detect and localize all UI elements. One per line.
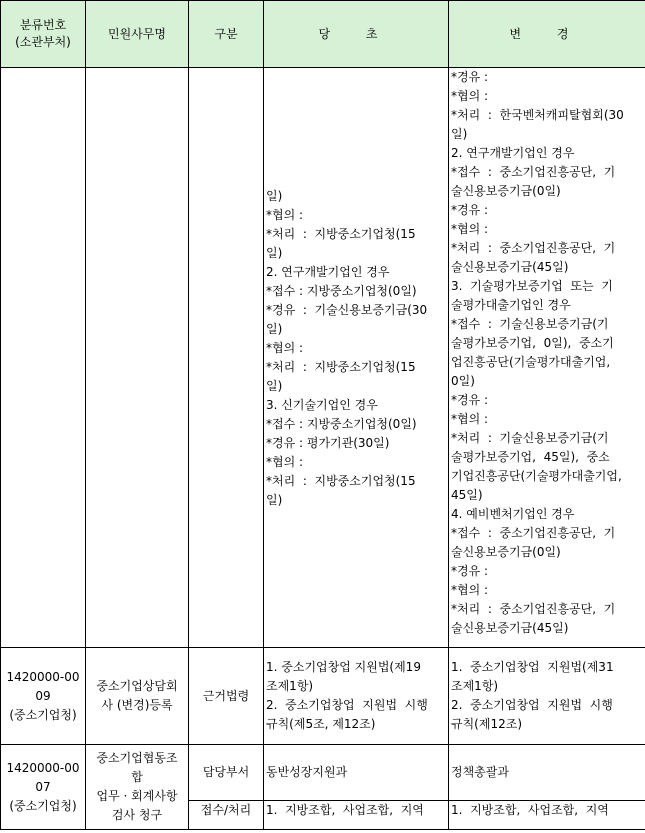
text-line: *처리 : 지방중소기업청(15	[266, 474, 416, 488]
text-line: 술평가보증기업, 45일), 중소	[451, 450, 610, 464]
type-cell: 담당부서	[189, 745, 264, 801]
text-line: 1. 중소기업창업 지원법(제19	[266, 660, 421, 674]
text-line: *협의 :	[266, 341, 304, 355]
text-line: 일)	[266, 379, 283, 393]
table-row	[1, 68, 645, 648]
text-line: *경유 :	[451, 393, 489, 407]
header-code	[1, 1, 86, 68]
text-line: *접수 : 기술신용보증기금(기	[451, 317, 609, 331]
name-cell	[86, 745, 189, 830]
header-code-line: (소관부처)	[15, 35, 71, 49]
text-line: *접수 : 중소기업진흥공단, 기	[451, 526, 616, 540]
text-line: *협의 :	[266, 208, 304, 222]
text-line: *경유 :	[451, 203, 489, 217]
header-before: 당 초	[264, 1, 449, 68]
text-line: *경유 :	[451, 564, 489, 578]
text-line: 2. 중소기업창업 지원법 시행	[451, 698, 613, 712]
code-cell	[1, 745, 86, 830]
name-line: 사 (변경)등록	[101, 698, 173, 712]
text-line: *처리 : 기술신용보증기금(기	[451, 431, 609, 445]
code-number: 1420000-0009	[6, 669, 80, 703]
text-line: 술신용보증기금(0일)	[451, 184, 561, 198]
code-cell	[1, 648, 86, 745]
name-line: 중소기업상담회	[96, 679, 178, 693]
before-cell	[264, 68, 449, 648]
after-cell	[449, 68, 645, 648]
text-line: 조제1항)	[266, 679, 314, 693]
text-line: 2. 중소기업창업 지원법 시행	[266, 698, 428, 712]
header-row	[1, 1, 645, 68]
text-line: 일)	[266, 322, 283, 336]
text-line: *접수 : 지방중소기업청(0일)	[266, 417, 417, 431]
text-line: 2. 연구개발기업인 경우	[451, 146, 575, 160]
text-line: 4. 예비벤처기업인 경우	[451, 507, 575, 521]
name-line: 업무 · 회계사항	[96, 789, 178, 803]
text-line: 술신용보증기금(0일)	[451, 545, 561, 559]
text-line: *경유 : 기술신용보증기금(30	[266, 303, 428, 317]
code-number: 1420000-0007	[6, 760, 80, 794]
text-line: 일)	[451, 127, 468, 141]
text-line: *접수 : 지방중소기업청(0일)	[266, 284, 417, 298]
text-line: *접수 : 중소기업진흥공단, 기	[451, 165, 616, 179]
text-line: 일)	[266, 493, 283, 507]
text-line: 업진흥공단(기술평가대출기업,	[451, 355, 611, 369]
name-line: 검사 청구	[111, 808, 163, 822]
text-line: *처리 : 한국벤처캐피탈협회(30	[451, 108, 624, 122]
text-line: 일)	[266, 246, 283, 260]
code-ministry: (중소기업청)	[9, 798, 77, 813]
text-line: 조제1항)	[451, 679, 499, 693]
after-cell: 정책총괄과	[449, 745, 645, 801]
text-line: *협의 :	[266, 455, 304, 469]
name-cell	[86, 648, 189, 745]
type-cell: 접수/처리	[189, 801, 264, 830]
table-row	[1, 648, 645, 745]
text-line: *협의 :	[451, 89, 489, 103]
header-code-line: 분류번호	[19, 18, 67, 32]
text-line: 일)	[266, 189, 283, 203]
type-cell: 근거법령	[189, 648, 264, 745]
type-cell	[189, 68, 264, 648]
header-after: 변 경	[449, 1, 645, 68]
text-line: 기업진흥공단(기술평가대출기업,	[451, 469, 622, 483]
text-line: 술신용보증기금(45일)	[451, 621, 569, 635]
text-line: *처리 : 지방중소기업청(15	[266, 360, 416, 374]
text-line: 3. 기술평가보증기업 또는 기	[451, 279, 613, 293]
header-name: 민원사무명	[86, 1, 189, 68]
before-cell: 동반성장지원과	[264, 745, 449, 801]
after-cell	[449, 648, 645, 745]
text-line: 규칙(제5조, 제12조)	[266, 717, 376, 731]
text-line: 술평가보증기업, 0일), 중소기	[451, 336, 614, 350]
text-line: 1. 중소기업창업 지원법(제31	[451, 660, 614, 674]
text-line: *협의 :	[451, 222, 489, 236]
name-line: 합	[131, 770, 143, 784]
header-type: 구분	[189, 1, 264, 68]
after-cell: 1. 지방조합, 사업조합, 지역	[449, 801, 645, 830]
name-cell	[86, 68, 189, 648]
table-row	[1, 745, 645, 801]
text-line: *경유 :	[451, 70, 489, 84]
text-line: *협의 :	[451, 583, 489, 597]
text-line: *처리 : 중소기업진흥공단, 기	[451, 602, 616, 616]
text-line: *처리 : 중소기업진흥공단, 기	[451, 241, 616, 255]
code-ministry: (중소기업청)	[9, 707, 77, 722]
text-line: 0일)	[451, 374, 475, 388]
before-cell: 1. 지방조합, 사업조합, 지역	[264, 801, 449, 830]
text-line: *협의 :	[451, 412, 489, 426]
text-line: 술평가대출기업인 경우	[451, 298, 571, 312]
text-line: 2. 연구개발기업인 경우	[266, 265, 390, 279]
text-line: 술신용보증기금(45일)	[451, 260, 569, 274]
text-line: *경유 : 평가기관(30일)	[266, 436, 390, 450]
text-line: *처리 : 지방중소기업청(15	[266, 227, 416, 241]
text-line: 규칙(제12조)	[451, 717, 523, 731]
text-line: 3. 신기술기업인 경우	[266, 398, 378, 412]
text-line: 45일)	[451, 488, 483, 502]
name-line: 중소기업협동조	[96, 751, 178, 765]
code-cell	[1, 68, 86, 648]
before-cell	[264, 648, 449, 745]
